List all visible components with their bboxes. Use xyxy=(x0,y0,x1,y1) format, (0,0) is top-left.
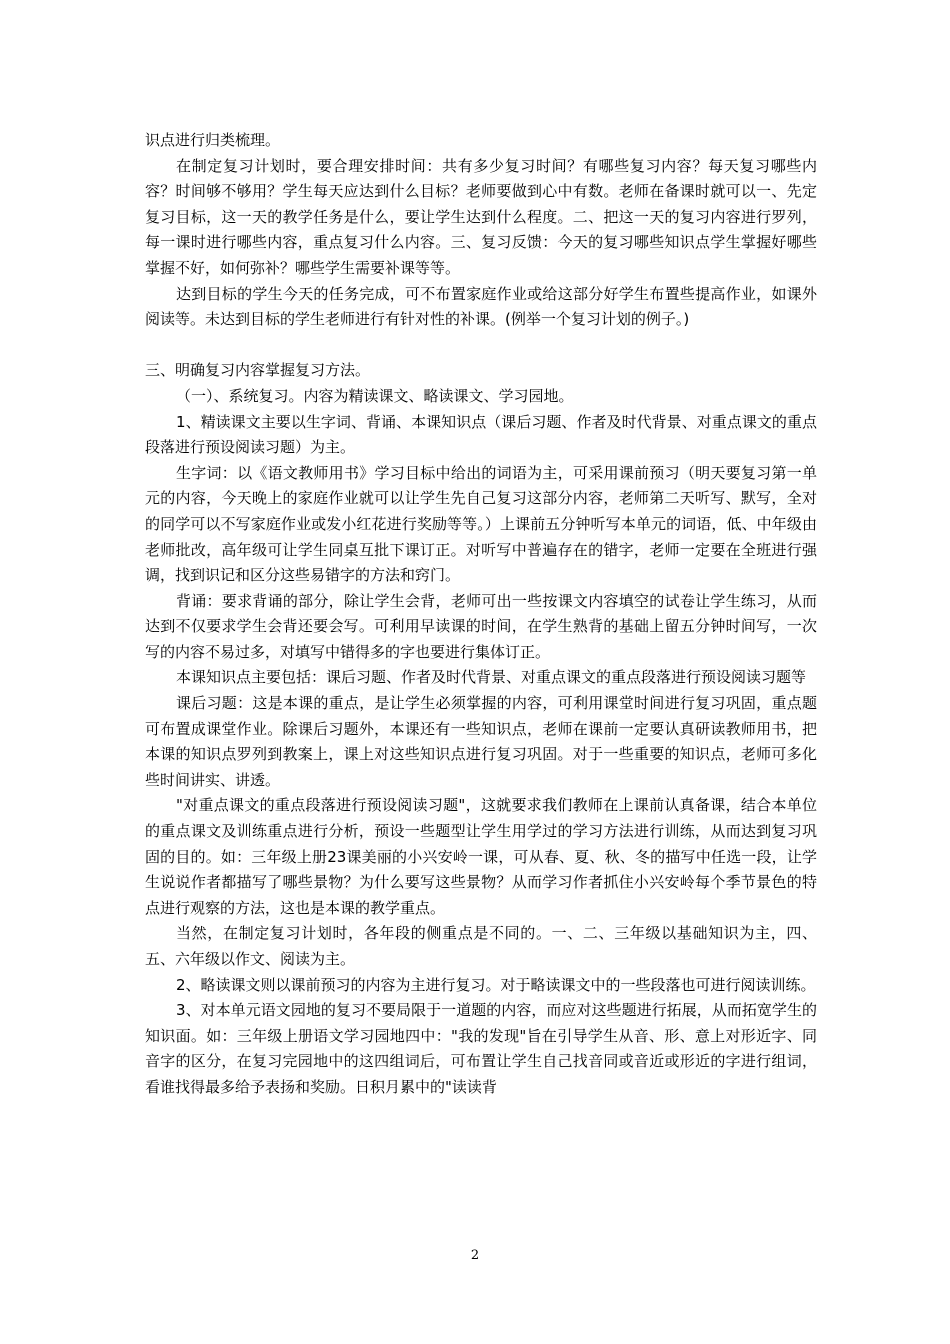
paragraph-skim-reading: 2、略读课文则以课前预习的内容为主进行复习。对于略读课文中的一些段落也可进行阅读训练。 xyxy=(176,975,816,994)
paragraph-knowledge-points: 本课知识点主要包括：课后习题、作者及时代背景、对重点课文的重点段落进行预设阅读习题等 xyxy=(176,668,807,687)
paragraph-recitation: 背诵：要求背诵的部分，除让学生会背，老师可出一些按课文内容填空的试卷让学生练习，从而达到不仅要求学生会背还要会写。可利用早读课的时间，在学生熟背的基础上留五分钟时间写，一次写的内容不易过多，对填写中错得多的字也要进行集体订正。 xyxy=(145,591,817,661)
paragraph-new-words: 生字词：以《语文教师用书》学习目标中给出的词语为主，可采用课前预习（明天要复习第一单元的内容，今天晚上的家庭作业就可以让学生先自己复习这部分内容，老师第二天听写、默写，全对的同学可以不写家庭作业或发小红花进行奖励等等。）上课前五分钟听写本单元的词语，低、中年级由老师批改，高年级可让学生同桌互批下课订正。对听写中普遍存在的错字，老师一定要在全班进行强调，找到识记和区分这些易错字的方法和窍门。 xyxy=(145,463,817,585)
section-heading: 三、明确复习内容掌握复习方法。 xyxy=(145,361,371,380)
blank-line xyxy=(145,333,817,359)
document-body xyxy=(145,128,817,1101)
subsection-heading: （一）、系统复习。内容为精读课文、略读课文、学习园地。 xyxy=(176,386,574,405)
paragraph-intensive-reading: 1、精读课文主要以生字词、背诵、本课知识点（课后习题、作者及时代背景、对重点课文的重点段落进行预设阅读习题）为主。 xyxy=(145,412,817,457)
page-number: 2 xyxy=(470,1248,480,1263)
paragraph-review-plan: 在制定复习计划时，要合理安排时间：共有多少复习时间？有哪些复习内容？每天复习哪些内容？时间够不够用？学生每天应达到什么目标？老师要做到心中有数。老师在备课时就可以一、先定复习目标，这一天的教学任务是什么，要让学生达到什么程度。二、把这一天的复习内容进行罗列，每一课时进行哪些内容，重点复习什么内容。三、复习反馈：今天的复习哪些知识点学生掌握好哪些掌握不好，如何弥补？哪些学生需要补课等等。 xyxy=(145,156,817,277)
paragraph-grade-focus: 当然，在制定复习计划时，各年段的侧重点是不同的。一、二、三年级以基础知识为主，四、五、六年级以作文、阅读为主。 xyxy=(145,924,817,968)
paragraph-preset-reading: "对重点课文的重点段落进行预设阅读习题"，这就要求我们教师在上课前认真备课，结合本单位的重点课文及训练重点进行分析，预设一些题型让学生用学过的学习方法进行训练，从而达到复习巩固的目的。如：三年级上册23课美丽的小兴安岭一课，可从春、夏、秋、冬的描写中任选一段，让学生说说作者都描写了哪些景物？为什么要写这些景物？从而学习作者抓住小兴安岭每个季节景色的特点进行观察的方法，这也是本课的教学重点。 xyxy=(145,796,817,917)
paragraph-continuation: 识点进行归类梳理。 xyxy=(145,131,281,149)
paragraph-language-garden: 3、对本单元语文园地的复习不要局限于一道题的内容，而应对这些题进行拓展，从而拓宽学生的知识面。如：三年级上册语文学习园地四中："我的发现"旨在引导学生从音、形、意上对形近字、同音字的区分，在复习完园地中的这四组词后，可布置让学生自己找音同或音近或形近的字进行组词，看谁找得最多给予表扬和奖励。日积月累中的"读读背 xyxy=(145,1001,817,1096)
paragraph-exercises: 课后习题：这是本课的重点，是让学生必须掌握的内容，可利用课堂时间进行复习巩固，重点题可布置成课堂作业。除课后习题外，本课还有一些知识点，老师在课前一定要认真研读教师用书，把本课的知识点罗列到教案上，课上对这些知识点进行复习巩固。对于一些重要的知识点，老师可多化些时间讲实、讲透。 xyxy=(145,694,817,789)
paragraph-goal-achievement: 达到目标的学生今天的任务完成，可不布置家庭作业或给这部分好学生布置些提高作业，如课外阅读等。未达到目标的学生老师进行有针对性的补课。(例举一个复习计划的例子。) xyxy=(145,284,817,329)
